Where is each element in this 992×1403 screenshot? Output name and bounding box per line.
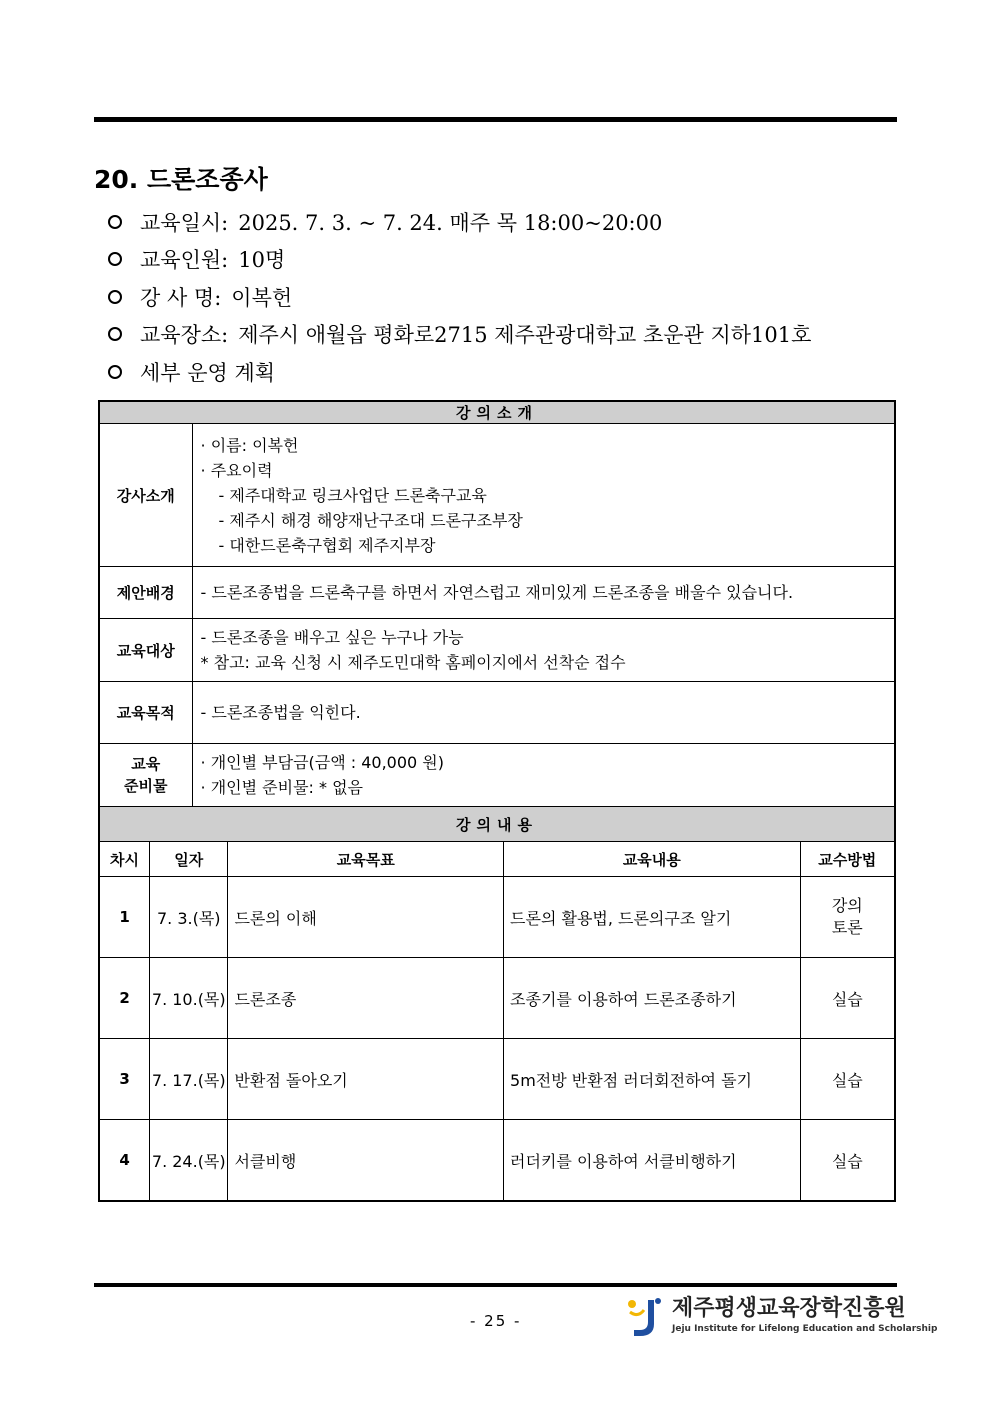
row-date: 7. 10.(목) <box>150 958 228 1039</box>
purpose-value <box>192 682 895 744</box>
circle-bullet-icon <box>108 252 122 266</box>
row-no: 3 <box>99 1039 150 1120</box>
org-logo-text <box>672 1296 937 1334</box>
prep-label <box>99 744 192 807</box>
row-goal: 서클비행 <box>228 1120 504 1202</box>
org-logo-icon <box>626 1296 664 1338</box>
prep-line: · 개인별 부담금(금액 : 40,000 원) <box>200 753 445 772</box>
prep-value <box>192 744 895 807</box>
row-date: 7. 3.(목) <box>150 877 228 958</box>
instructor-row <box>99 424 895 567</box>
page-number: - 25 - <box>470 1312 522 1330</box>
row-no: 4 <box>99 1120 150 1202</box>
info-value: 제주시 애월읍 평화로2715 제주관광대학교 초운관 지하101호 <box>238 323 812 348</box>
info-value: 2025. 7. 3. ~ 7. 24. 매주 목 18:00~20:00 <box>238 210 663 235</box>
table-row <box>99 1120 895 1202</box>
content-header-row <box>99 807 895 842</box>
instructor-line: - 제주대학교 링크사업단 드론축구교육 <box>218 485 487 505</box>
info-key: 교육장소: <box>140 323 229 348</box>
content-header: 강의내용 <box>99 807 895 842</box>
org-name-english: Jeju Institute for Lifelong Education and Scholarship <box>672 1324 938 1334</box>
prep-label-line: 교육 <box>131 755 161 773</box>
info-key: 세부 운영 계획 <box>140 360 276 385</box>
target-row <box>99 619 895 682</box>
prep-line: · 개인별 준비물: * 없음 <box>200 778 363 797</box>
bottom-rule <box>94 1283 897 1287</box>
instructor-line: · 이름: 이복헌 <box>200 435 299 455</box>
instructor-line: · 주요이력 <box>200 460 273 480</box>
row-method: 실습 <box>800 1039 895 1120</box>
row-detail: 조종기를 이용하여 드론조종하기 <box>504 958 801 1039</box>
row-date: 7. 24.(목) <box>150 1120 228 1202</box>
info-item-place <box>108 316 908 354</box>
info-item-plan <box>108 353 908 391</box>
circle-bullet-icon <box>108 365 122 379</box>
top-rule <box>94 117 897 122</box>
instructor-label: 강사소개 <box>99 424 192 567</box>
col-header-date: 일자 <box>150 842 228 877</box>
row-method: 실습 <box>800 1120 895 1202</box>
prep-row <box>99 744 895 807</box>
row-detail: 러더키를 이용하여 서클비행하기 <box>504 1120 801 1202</box>
row-method: 실습 <box>800 958 895 1039</box>
intro-header: 강의소개 <box>99 401 895 424</box>
col-header-method: 교수방법 <box>800 842 895 877</box>
info-value: 10명 <box>238 248 286 273</box>
background-row <box>99 567 895 619</box>
circle-bullet-icon <box>108 290 122 304</box>
info-item-people <box>108 241 908 279</box>
table-row <box>99 958 895 1039</box>
table-row <box>99 1039 895 1120</box>
course-table <box>98 400 896 1202</box>
info-list <box>108 203 908 391</box>
column-header-row <box>99 842 895 877</box>
circle-bullet-icon <box>108 327 122 341</box>
circle-bullet-icon <box>108 215 122 229</box>
org-name-korean: 제주평생교육장학진흥원 <box>672 1296 906 1321</box>
instructor-line: - 대한드론축구협회 제주지부장 <box>218 535 436 555</box>
info-value: 이복헌 <box>231 285 293 310</box>
info-item-instructor <box>108 278 908 316</box>
background-text: - 드론조종법을 드론축구를 하면서 자연스럽고 재미있게 드론조종을 배울수 있습니다. <box>200 583 794 602</box>
info-key: 교육인원: <box>140 248 229 273</box>
info-item-date <box>108 203 908 241</box>
intro-header-row <box>99 401 895 424</box>
purpose-label: 교육목적 <box>99 682 192 744</box>
info-key: 교육일시: <box>140 210 229 235</box>
row-goal: 드론조종 <box>228 958 504 1039</box>
target-line: * 참고: 교육 신청 시 제주도민대학 홈페이지에서 선착순 접수 <box>200 653 626 672</box>
row-no: 1 <box>99 877 150 958</box>
target-value <box>192 619 895 682</box>
target-line: - 드론조종을 배우고 싶은 누구나 가능 <box>200 628 464 647</box>
row-detail: 5m전방 반환점 러더회전하여 돌기 <box>504 1039 801 1120</box>
instructor-value <box>192 424 895 567</box>
instructor-line: - 제주시 해경 해양재난구조대 드론구조부장 <box>218 510 523 530</box>
table-row <box>99 877 895 958</box>
background-value <box>192 567 895 619</box>
target-label: 교육대상 <box>99 619 192 682</box>
row-detail: 드론의 활용법, 드론의구조 알기 <box>504 877 801 958</box>
row-no: 2 <box>99 958 150 1039</box>
col-header-no: 차시 <box>99 842 150 877</box>
prep-label-line: 준비물 <box>124 777 168 795</box>
row-goal: 반환점 돌아오기 <box>228 1039 504 1120</box>
section-title: 20. 드론조종사 <box>94 165 268 194</box>
org-logo <box>626 1296 937 1338</box>
purpose-row <box>99 682 895 744</box>
background-label: 제안배경 <box>99 567 192 619</box>
row-method: 강의 토론 <box>800 877 895 958</box>
purpose-text: - 드론조종법을 익힌다. <box>200 703 361 722</box>
row-goal: 드론의 이해 <box>228 877 504 958</box>
info-key: 강 사 명: <box>140 285 222 310</box>
col-header-goal: 교육목표 <box>228 842 504 877</box>
col-header-detail: 교육내용 <box>504 842 801 877</box>
row-date: 7. 17.(목) <box>150 1039 228 1120</box>
